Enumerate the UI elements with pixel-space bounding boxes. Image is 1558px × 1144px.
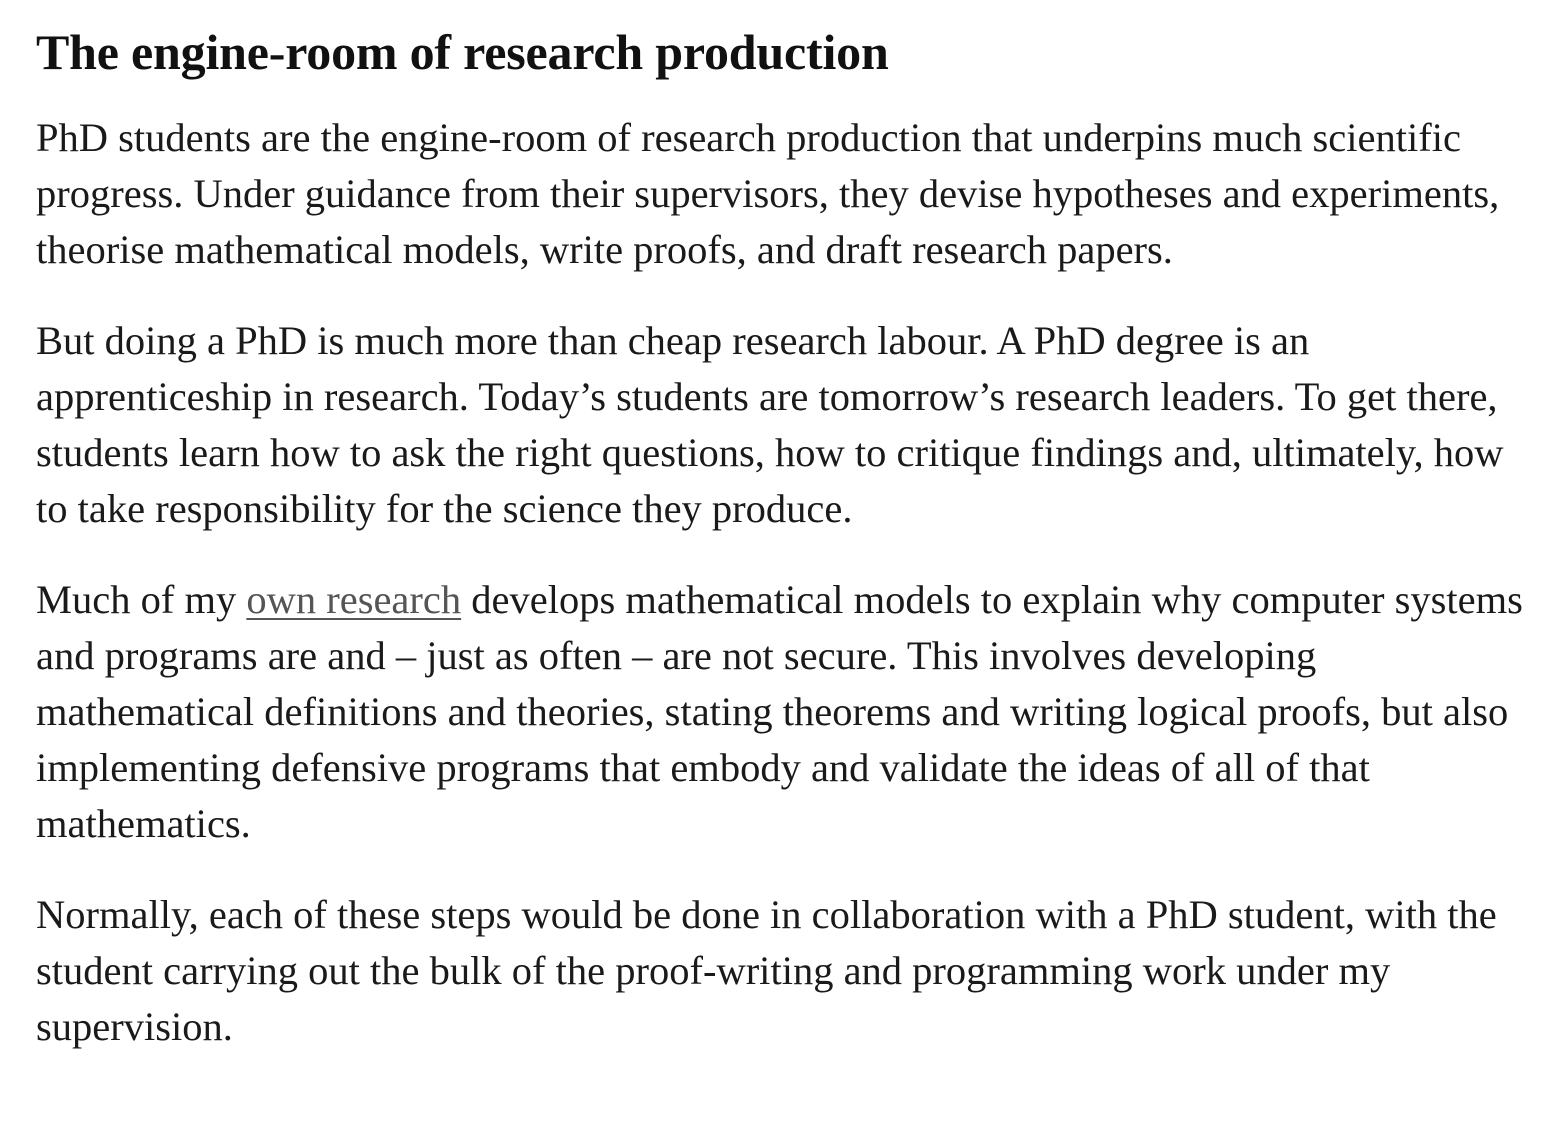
paragraph-4: Normally, each of these steps would be done in collaboration with a PhD student, with the student carrying out the bulk of the proof-writing and programming work under my supervision.: [36, 892, 1497, 1049]
paragraph-3-body-text: develops mathematical models to explain why computer systems and programs are and – just as often – are not secure. This involves developing mathematical definitions and theories, stating theorems and writing logical proofs, but also implementing defensive programs that embody and validate the ideas of all of that mathematics.: [36, 577, 1523, 846]
paragraph-3: [36, 572, 1536, 852]
article-title: The engine-room of research production: [36, 24, 889, 80]
own-research-link[interactable]: own research: [246, 577, 462, 622]
paragraph-1: PhD students are the engine-room of research production that underpins much scientific progress. Under guidance from their supervisors, they devise hypotheses and experiments, theorise mathematical models, write proofs, and draft research papers.: [36, 115, 1500, 272]
article: [36, 0, 1536, 1055]
paragraph-2: But doing a PhD is much more than cheap research labour. A PhD degree is an apprenticeship in research. Today’s students are tomorrow’s research leaders. To get there, students learn how to ask the right questions, how to critique findings and, ultimately, how to take responsibility for the science they produce.: [36, 318, 1504, 531]
paragraph-3-lead-text: Much of my: [36, 577, 247, 622]
